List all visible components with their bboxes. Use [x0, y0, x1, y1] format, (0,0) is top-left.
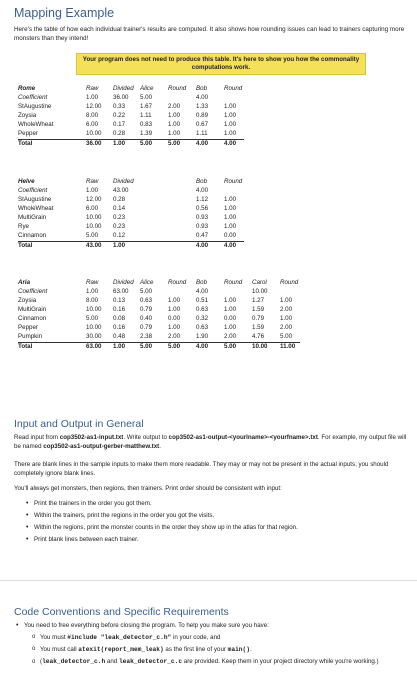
- bullet-circle-icon: o: [32, 646, 36, 652]
- table-cell: Total: [18, 343, 33, 350]
- table-cell: Cinnamon: [18, 315, 47, 322]
- table-cell: Raw: [86, 279, 99, 286]
- table-cell: 1.11: [140, 112, 152, 119]
- table-cell: 0.00: [168, 315, 181, 322]
- table-cell: 1.00: [224, 196, 237, 203]
- io-text: . Write output to: [123, 434, 169, 441]
- table-cell: 0.63: [196, 306, 209, 313]
- table-cell: 1.00: [168, 306, 181, 313]
- table-cell: 0.40: [140, 315, 153, 322]
- table-cell: 0.23: [113, 223, 126, 230]
- table-cell: 10.00: [252, 288, 268, 295]
- table-cell: 1.00: [224, 214, 237, 221]
- table-cell: 10.00: [86, 324, 102, 331]
- table-cell: 2.00: [168, 103, 181, 110]
- table-cell: 10.00: [86, 214, 102, 221]
- table-cell: Coefficient: [18, 187, 48, 194]
- table-cell: 0.13: [113, 297, 126, 304]
- input-filename: cop3502-as1-input.txt: [59, 434, 124, 441]
- table-cell: MultiGrain: [18, 306, 47, 313]
- table-cell: 6.00: [86, 121, 99, 128]
- table-cell: 0.93: [196, 214, 209, 221]
- table-cell: 1.11: [196, 130, 208, 137]
- table-cell: 4.00: [224, 242, 237, 249]
- table-cell: Raw: [86, 178, 99, 185]
- table-cell: 1.00: [168, 112, 181, 119]
- code-conventions-heading: Code Conventions and Specific Requirements: [14, 606, 229, 618]
- table-cell: 4.00: [196, 242, 209, 249]
- output-filename-pattern: cop3502-as1-output-<yourlname>-<yourfname>.txt: [168, 434, 318, 441]
- io-bullet: [26, 500, 152, 507]
- table-cell: 2.00: [168, 333, 181, 340]
- region-name: Aria: [18, 279, 31, 286]
- table-cell: Coefficient: [18, 94, 48, 101]
- table-cell: 36.00: [86, 140, 102, 147]
- table-cell: 0.28: [113, 130, 126, 137]
- table-cell: 1.00: [86, 288, 99, 295]
- table-cell: 30.00: [86, 333, 102, 340]
- table-cell: Divided: [113, 178, 134, 185]
- bullet-dot-icon: •: [16, 622, 19, 629]
- code-text: in your code, and: [171, 634, 221, 641]
- io-bullet-text: Within the trainers, print the regions in the order you got the visits.: [34, 512, 215, 519]
- table-cell: Round: [168, 279, 187, 286]
- table-cell: Alice: [140, 279, 154, 286]
- io-text: Read input from: [14, 434, 60, 441]
- table-cell: 5.00: [168, 140, 181, 147]
- table-cell: Coefficient: [18, 288, 48, 295]
- mapping-intro-text: Here's the table of how each individual trainer's results are computed. It also shows how rounding issues can lead to trainers capturing more monsters than they intend!: [14, 26, 405, 42]
- table-cell: Total: [18, 140, 33, 147]
- table-cell: 1.00: [168, 324, 181, 331]
- table-cell: 1.33: [196, 103, 209, 110]
- total-separator: [18, 241, 244, 242]
- table-cell: 5.00: [140, 343, 153, 350]
- table-cell: 2.00: [280, 306, 293, 313]
- code-text: (: [40, 658, 43, 665]
- table-cell: 1.00: [168, 130, 181, 137]
- table-cell: Zoysia: [18, 297, 37, 304]
- table-cell: Bob: [196, 85, 208, 92]
- table-cell: StAugustine: [18, 103, 52, 110]
- table-cell: Pepper: [18, 324, 38, 331]
- code-subbullet: [32, 646, 252, 653]
- table-cell: 1.59: [252, 324, 265, 331]
- table-cell: 5.00: [280, 333, 293, 340]
- io-bullet: [26, 512, 215, 519]
- table-cell: 0.79: [140, 324, 153, 331]
- table-cell: 0.67: [196, 121, 209, 128]
- table-cell: Pumpkin: [18, 333, 43, 340]
- table-cell: 10.00: [252, 343, 268, 350]
- table-cell: Alice: [140, 85, 154, 92]
- table-cell: Round: [280, 279, 299, 286]
- table-cell: 1.00: [168, 297, 181, 304]
- table-cell: 5.00: [140, 140, 153, 147]
- table-cell: 0.79: [252, 315, 265, 322]
- code-subbullet: [32, 658, 400, 667]
- table-cell: 2.00: [280, 324, 293, 331]
- table-cell: 0.28: [113, 196, 126, 203]
- table-cell: 4.76: [252, 333, 265, 340]
- io-bullet-text: Print blank lines between each trainer.: [34, 536, 139, 543]
- table-cell: WholeWheat: [18, 205, 54, 212]
- region-name: Helve: [18, 178, 35, 185]
- table-cell: MultiGrain: [18, 214, 47, 221]
- leak-detector-header: leak_detector_c.h: [42, 658, 106, 665]
- code-text: and: [105, 658, 119, 665]
- table-cell: 0.83: [140, 121, 153, 128]
- table-cell: 11.00: [280, 343, 296, 350]
- table-cell: 63.00: [86, 343, 102, 350]
- table-cell: 1.00: [224, 306, 237, 313]
- bullet-circle-icon: o: [32, 659, 36, 665]
- table-cell: 12.00: [86, 196, 102, 203]
- code-text: are provided. Keep them in your project directory while you're working.): [182, 658, 379, 665]
- code-text: You must call: [40, 646, 79, 653]
- region-name: Rome: [18, 85, 36, 92]
- table-cell: 4.00: [224, 140, 237, 147]
- table-cell: Round: [224, 85, 243, 92]
- table-cell: 1.12: [196, 196, 209, 203]
- bullet-circle-icon: o: [32, 634, 36, 640]
- io-paragraph-blank-lines: There are blank lines in the sample inputs to make them more readable. They may or may not be present in the actual inputs; you should completely ignore blank lines.: [14, 461, 389, 477]
- io-bullet: [26, 536, 139, 543]
- output-filename-example: cop3502-as1-output-gerber-matthew.txt: [43, 442, 160, 450]
- mapping-example-heading: Mapping Example: [14, 6, 115, 20]
- table-cell: 10.00: [86, 130, 102, 137]
- table-cell: 1.00: [280, 315, 293, 322]
- io-bullet-text: Print the trainers in the order you got them.: [34, 500, 152, 507]
- bullet-dot-icon: •: [26, 536, 29, 543]
- table-cell: 0.16: [113, 324, 126, 331]
- io-paragraph-order: You'll always get monsters, then regions, then trainers. Print order should be consistent with input:: [14, 485, 282, 492]
- main-function: main(): [227, 646, 250, 653]
- table-cell: 0.63: [196, 324, 209, 331]
- table-cell: 1.59: [252, 306, 265, 313]
- table-cell: 1.00: [113, 140, 126, 147]
- table-cell: 0.17: [113, 121, 126, 128]
- table-cell: 63.00: [113, 288, 129, 295]
- bullet-dot-icon: •: [26, 500, 29, 507]
- table-cell: Cinnamon: [18, 232, 47, 239]
- total-separator: [18, 139, 244, 140]
- table-cell: 2.00: [224, 333, 237, 340]
- table-cell: 5.00: [140, 288, 153, 295]
- table-cell: Zoysia: [18, 112, 37, 119]
- bullet-dot-icon: •: [26, 512, 29, 519]
- table-cell: 4.00: [196, 140, 209, 147]
- table-cell: 0.16: [113, 306, 126, 313]
- table-cell: 0.56: [196, 205, 209, 212]
- table-cell: Round: [224, 279, 243, 286]
- table-cell: Carol: [252, 279, 267, 286]
- table-cell: StAugustine: [18, 196, 52, 203]
- io-text: . For example, my output file will be named: [14, 434, 407, 450]
- table-cell: 1.67: [140, 103, 153, 110]
- table-cell: 43.00: [86, 242, 102, 249]
- table-cell: 0.89: [196, 112, 209, 119]
- code-text: as the first line of your: [163, 646, 228, 653]
- table-cell: 1.00: [86, 187, 99, 194]
- table-cell: 1.39: [140, 130, 153, 137]
- table-cell: Raw: [86, 85, 99, 92]
- table-cell: 1.00: [280, 297, 293, 304]
- table-cell: 43.00: [113, 187, 129, 194]
- table-cell: 5.00: [86, 315, 99, 322]
- table-cell: 6.00: [86, 205, 99, 212]
- table-cell: 1.00: [224, 297, 237, 304]
- table-cell: 0.08: [113, 315, 126, 322]
- table-cell: 5.00: [224, 343, 237, 350]
- table-cell: 10.00: [86, 223, 102, 230]
- commonality-note-banner: Your program does not need to produce this table. It's here to show you how the commonality computations work.: [76, 53, 366, 75]
- table-cell: 0.51: [196, 297, 209, 304]
- table-cell: 8.00: [86, 112, 99, 119]
- table-cell: 4.00: [196, 343, 209, 350]
- table-cell: 5.00: [86, 232, 99, 239]
- table-cell: 1.00: [224, 112, 237, 119]
- table-cell: 0.12: [113, 232, 126, 239]
- table-cell: Total: [18, 242, 33, 249]
- code-text: You must: [40, 634, 68, 641]
- table-cell: 1.00: [113, 343, 126, 350]
- include-directive: #include "leak_detector_c.h": [67, 634, 172, 641]
- table-cell: 0.47: [196, 232, 209, 239]
- table-cell: 0.93: [196, 223, 209, 230]
- table-cell: 8.00: [86, 297, 99, 304]
- table-cell: Divided: [113, 85, 134, 92]
- code-subbullet: [32, 634, 221, 641]
- section-divider: [0, 580, 417, 581]
- table-cell: 1.00: [224, 324, 237, 331]
- table-cell: Round: [168, 85, 187, 92]
- table-cell: 5.00: [140, 94, 153, 101]
- table-cell: 1.00: [224, 130, 237, 137]
- table-cell: 0.00: [224, 315, 237, 322]
- table-cell: 0.63: [140, 297, 153, 304]
- table-cell: 1.27: [252, 297, 265, 304]
- bullet-dot-icon: •: [26, 524, 29, 531]
- table-cell: Divided: [113, 279, 134, 286]
- io-bullet: [26, 524, 298, 531]
- table-cell: 0.00: [224, 232, 237, 239]
- table-cell: 1.00: [86, 94, 99, 101]
- atexit-call: atexit(report_mem_leak): [78, 646, 164, 653]
- table-cell: 1.00: [113, 242, 126, 249]
- table-cell: 36.00: [113, 94, 129, 101]
- code-bullet-text: You need to free everything before closing the program. To help you make sure you have:: [24, 622, 269, 629]
- table-cell: Bob: [196, 178, 208, 185]
- table-cell: WholeWheat: [18, 121, 54, 128]
- table-cell: 4.00: [196, 94, 209, 101]
- io-heading: Input and Output in General: [14, 418, 144, 430]
- table-cell: 1.00: [224, 223, 237, 230]
- table-cell: 4.00: [196, 288, 209, 295]
- table-cell: Rye: [18, 223, 30, 230]
- table-cell: 1.00: [224, 103, 237, 110]
- table-cell: 0.22: [113, 112, 126, 119]
- table-cell: 1.00: [224, 121, 237, 128]
- table-cell: 10.00: [86, 306, 102, 313]
- io-bullet-text: Within the regions, print the monster counts in the order they show up in the atlas for that region.: [34, 524, 298, 531]
- table-cell: 0.79: [140, 306, 153, 313]
- table-cell: 1.00: [168, 121, 181, 128]
- table-cell: 0.14: [113, 205, 126, 212]
- table-cell: 1.00: [224, 205, 237, 212]
- table-cell: 0.48: [113, 333, 126, 340]
- table-cell: Round: [224, 178, 243, 185]
- table-cell: 12.00: [86, 103, 102, 110]
- leak-detector-source: leak_detector_c.c: [118, 658, 183, 665]
- table-cell: 4.00: [196, 187, 209, 194]
- code-text: .: [249, 646, 252, 653]
- table-cell: 5.00: [168, 343, 181, 350]
- table-cell: 0.23: [113, 214, 126, 221]
- code-bullet: [16, 622, 269, 629]
- table-cell: 2.38: [140, 333, 153, 340]
- table-cell: 0.32: [196, 315, 209, 322]
- io-paragraph-files: [14, 434, 414, 451]
- table-cell: Bob: [196, 279, 208, 286]
- table-cell: 1.90: [196, 333, 209, 340]
- table-cell: Pepper: [18, 130, 38, 137]
- table-cell: 0.33: [113, 103, 126, 110]
- io-text: .: [159, 442, 161, 450]
